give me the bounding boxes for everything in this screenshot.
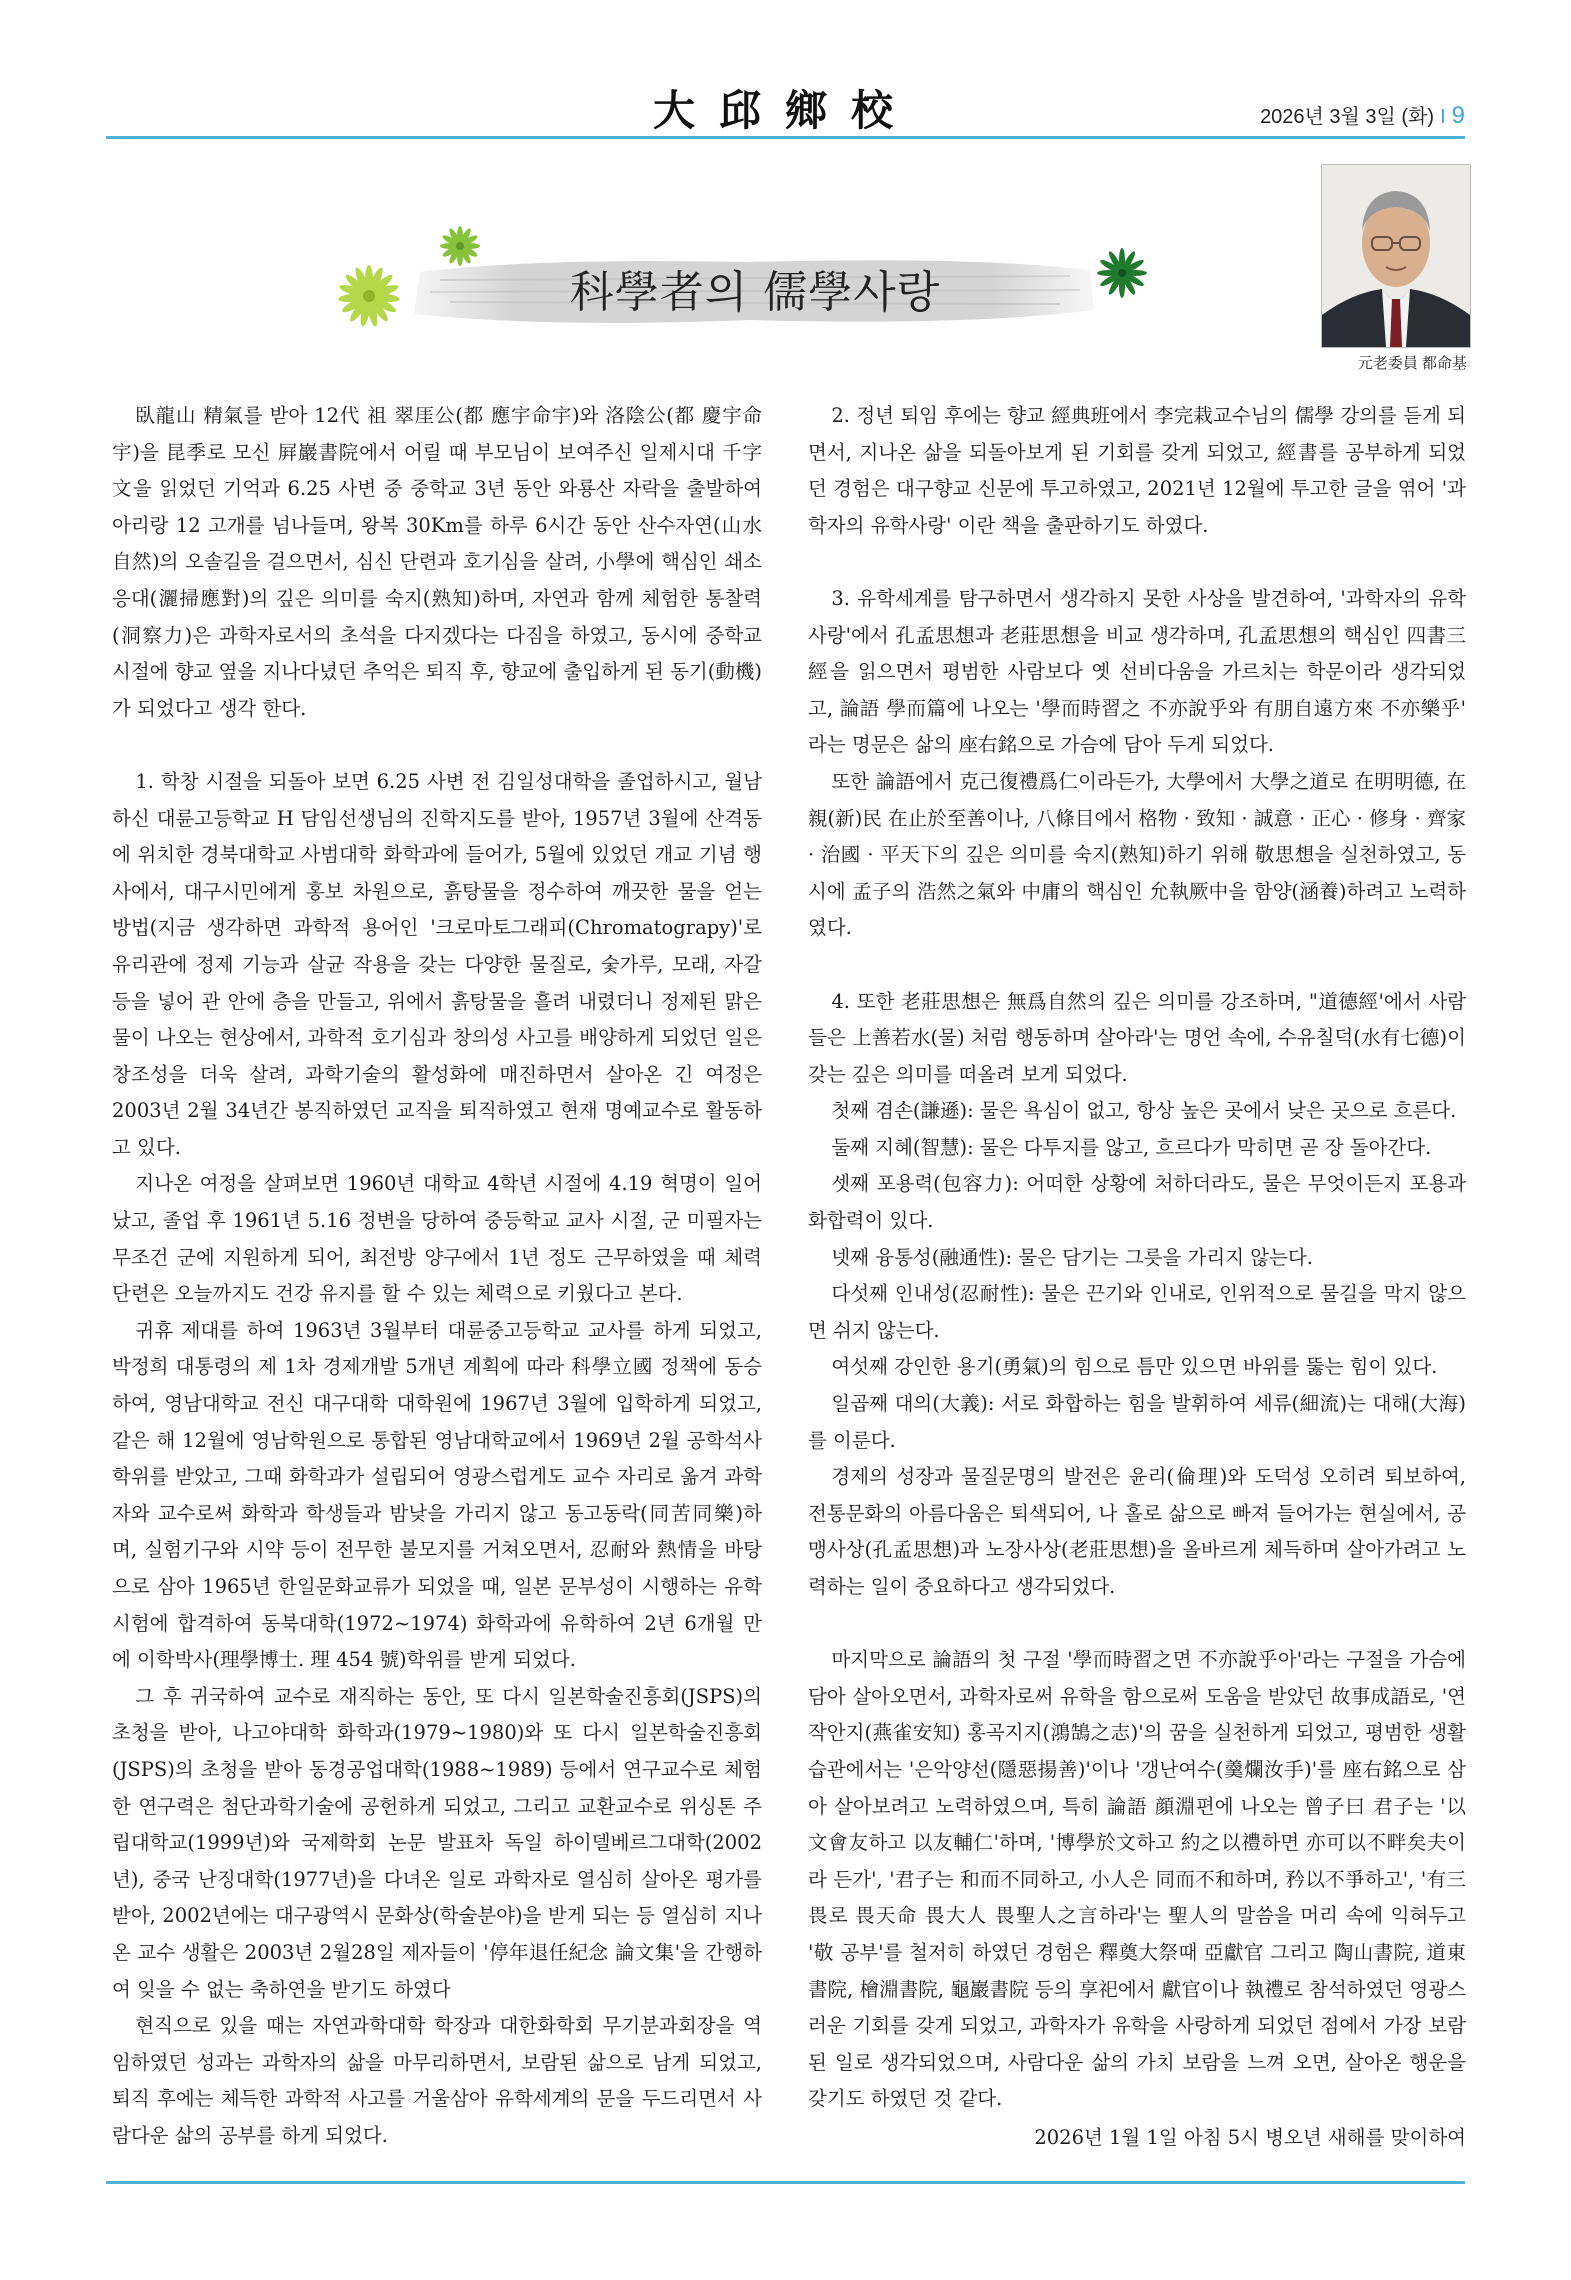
- list-item: 여섯째 강인한 용기(勇氣)의 힘으로 틈만 있으면 바위를 뚫는 힘이 있다.: [831, 1355, 1438, 1379]
- author-photo: [1322, 165, 1470, 347]
- paragraph: 1. 학창 시절을 되돌아 보면 6.25 사변 전 김일성대학을 졸업하시고, 월남하신 대륜고등학교 H 담임선생님의 진학지도를 받아, 1957년 3월에 산격동에 위치한 경북대학교 사범대학 화학과에 들어가, 5월에 있었던 개교 기념 행사에서, 대구시민에게 홍보 차원으로, 흙탕물을 정수하여 깨끗한 물을 얻는 방법(지금 생각하면 과학적 용어인 '크로마토그래피(Chromatograpy)'로 유리관에 정제 기능과 살균 작용을 갖는 다양한 물질로, 숯가루, 모래, 자갈 등을 넣어 관 안에 층을 만들고, 위에서 흙탕물을 흘려 내렸더니 정제된 맑은 물이 나오는 현상에서, 과학적 호기심과 창의성 사고를 배양하게 되었던 일은 창조성을 더욱 살려, 과학기술의 활성화에 매진하면서 살아온 긴 여정은 2003년 2월 34년간 봉직하였던 교직을 퇴직하였고 현재 명예교수로 활동하고 있다.: [112, 769, 762, 1159]
- flower-icon: [335, 262, 403, 330]
- paragraph: 4. 또한 老莊思想은 無爲自然의 깊은 의미를 강조하며, "道德經'에서 사람들은 上善若水(물) 처럼 행동하며 살아라'는 명언 속에, 수유칠덕(水有七德)이 갖는 깊은 의미를 떠올려 보게 되었다.: [808, 989, 1466, 1086]
- paragraph: 귀휴 제대를 하여 1963년 3월부터 대륜중고등학교 교사를 하게 되었고, 박정희 대통령의 제 1차 경제개발 5개년 계획에 따라 科學立國 정책에 동승 하여, 영남대학교 전신 대구대학 대학원에 1967년 3월에 입학하게 되었고, 같은 해 12월에 영남학원으로 통합된 영남대학교에서 1969년 2월 공학석사 학위를 받았고, 그때 화학과가 설립되어 영광스럽게도 교수 자리로 옮겨 과학자와 교수로써 화학과 학생들과 밤낮을 가리지 않고 동고동락(同苦同樂)하며, 실험기구와 시약 등이 전무한 불모지를 거쳐오면서, 忍耐와 熱情을 바탕으로 삼아 1965년 한일문화교류가 되었을 때, 일본 문부성이 시행하는 유학 시험에 합격하여 동북대학(1972~1974) 화학과에 유학하여 2년 6개월 만에 이학박사(理學博士. 理 454 號)학위를 받게 되었다.: [112, 1318, 762, 1672]
- author-portrait: [1321, 164, 1471, 348]
- list-item: 첫째 겸손(謙遜): 물은 욕심이 없고, 항상 높은 곳에서 낮은 곳으로 흐른다.: [831, 1099, 1457, 1123]
- paragraph: 지나온 여정을 살펴보면 1960년 대학교 4학년 시절에 4.19 혁명이 일어났고, 졸업 후 1961년 5.16 정변을 당하여 중등학교 교사 시절, 군 미필자는 무조건 군에 지원하게 되어, 최전방 양구에서 1년 정도 근무하였을 때 체력 단련은 오늘까지도 건강 유지를 할 수 있는 체력으로 키웠다고 본다.: [112, 1172, 762, 1306]
- paragraph-spacer: [808, 1606, 1466, 1643]
- paragraph: 3. 유학세계를 탐구하면서 생각하지 못한 사상을 발견하여, '과학자의 유학사랑'에서 孔孟思想과 老莊思想을 비교 생각하며, 孔孟思想의 핵심인 四書三經을 읽으면서 평범한 사람보다 옛 선비다움을 가르치는 학문이라 생각되었고, 論語 學而篇에 나오는 '學而時習之 不亦說乎와 有朋自遠方來 不亦樂乎' 라는 명문은 삶의 座右銘으로 가슴에 담아 두게 되었다.: [808, 586, 1466, 757]
- issue-date: 2026년 3월 3일 (화): [1260, 106, 1435, 128]
- flower-icon: [1094, 245, 1150, 301]
- list-item: 다섯째 인내성(忍耐性): 물은 끈기와 인내로, 인위적으로 물길을 막지 않으면 쉬지 않는다.: [808, 1282, 1466, 1342]
- paragraph: 그 후 귀국하여 교수로 재직하는 동안, 또 다시 일본학술진흥회(JSPS)의 초청을 받아, 나고야대학 화학과(1979~1980)와 또 다시 일본학술진흥회(JSPS)의 초청을 받아 동경공업대학(1988~1989) 등에서 연구교수로 체험한 연구력은 첨단과학기술에 공헌하게 되었고, 그리고 교환교수로 위싱톤 주립대학교(1999년)와 국제학회 논문 발표차 독일 하이델베르그대학(2002년), 중국 난징대학(1977년)을 다녀온 일로 과학자로 열심히 살아온 평가를 받아, 2002년에는 대구광역시 문화상(학술분야)을 받게 되는 등 열심히 지나온 교수 생활은 2003년 2월28일 제자들이 '停年退任紀念 論文集'을 간행하여 잊을 수 없는 축하연을 받기도 하였다: [112, 1684, 762, 2001]
- top-rule: [106, 136, 1465, 139]
- paragraph: 마지막으로 論語의 첫 구절 '學而時習之면 不亦說乎아'라는 구절을 가슴에 담아 살아오면서, 과학자로써 유학을 함으로써 도움을 받았던 故事成語로, '연작안지(燕雀安知) 홍곡지지(鴻鵠之志)'의 꿈을 실천하게 되었고, 평범한 생활 습관에서는 '은악양선(隱惡揚善)'이나 '갱난여수(羹爛汝手)'를 座右銘으로 삼아 살아보려고 노력하였으며, 특히 論語 顔淵편에 나오는 曾子曰 君子는 '以文會友하고 以友輔仁'하며, '博學於文하고 約之以禮하면 亦可以不畔矣夫이라 든가', '君子는 和而不同하고, 小人은 同而不和하며, 矜以不爭하고', '有三畏로 畏天命 畏大人 畏聖人之言하라'는 聖人의 말씀을 머리 속에 익혀두고 '敬 공부'를 철저히 하였던 경험은 釋奠大祭때 亞獻官 그리고 陶山書院, 道東書院, 檜淵書院, 龜巖書院 등의 享祀에서 獻官이나 執禮로 참석하였던 영광스러운 기회를 갖게 되었고, 과학자가 유학을 사랑하게 되었던 점에서 가장 보람된 일로 생각되었으며, 사람다운 삶의 가치 보람을 느껴 오면, 살아온 행운을 갖기도 하였던 것 같다.: [808, 1648, 1466, 2111]
- list-item: 일곱째 대의(大義): 서로 화합하는 힘을 발휘하여 세류(細流)는 대해(大海)를 이룬다.: [808, 1392, 1466, 1452]
- article-title-band: [410, 232, 1100, 342]
- flower-icon: [438, 224, 482, 268]
- paragraph: 현직으로 있을 때는 자연과학대학 학장과 대한화학회 무기분과회장을 역임하였던 성과는 과학자의 삶을 마무리하면서, 보람된 삶으로 남게 되었고, 퇴직 후에는 체득한 과학적 사고를 거울삼아 유학세계의 문을 두드리면서 사람다운 삶의 공부를 하게 되었다.: [112, 2014, 762, 2147]
- paragraph-spacer: [808, 544, 1466, 581]
- signoff-dateline: 2026년 1월 1일 아침 5시 병오년 새해를 맞이하여: [1034, 2125, 1466, 2149]
- list-item: 셋째 포용력(包容力): 어떠한 상황에 처하더라도, 물은 무엇이든지 포용과 화합력이 있다.: [808, 1172, 1466, 1233]
- issue-info: [1260, 100, 1465, 130]
- article-title: 科學者의 儒學사랑: [569, 267, 941, 318]
- list-item: 넷째 융통성(融通性): 물은 담기는 그릇을 가리지 않는다.: [831, 1245, 1313, 1269]
- page-number: 9: [1451, 102, 1465, 129]
- paragraph: 또한 論語에서 克己復禮爲仁이라든가, 大學에서 大學之道로 在明明德, 在親(新)民 在止於至善이나, 八條目에서 格物 · 致知 · 誠意 · 正心 · 修身 · 齊家 · 治國 · 平天下의 깊은 의미를 숙지(熟知)하기 위해 敬思想을 실천하였고, 동시에 孟子의 浩然之氣와 中庸의 핵심인 允執厥中을 함양(涵養)하려고 노력하였다.: [808, 769, 1466, 940]
- paragraph: 경제의 성장과 물질문명의 발전은 윤리(倫理)와 도덕성 오히려 퇴보하여, 전통문화의 아름다움은 퇴색되어, 나 홀로 삶으로 빠져 들어가는 현실에서, 공맹사상(孔孟思想)과 노장사상(老莊思想)을 올바르게 체득하며 살아가려고 노력하는 일이 중요하다고 생각되었다.: [808, 1465, 1466, 1598]
- article-left-column: [112, 398, 762, 2155]
- bottom-rule: [106, 2181, 1465, 2184]
- list-item: 둘째 지혜(智慧): 물은 다투지를 않고, 흐르다가 막히면 곧 장 돌아간다.: [831, 1135, 1432, 1159]
- paragraph-spacer: [808, 947, 1466, 984]
- issue-separator: I: [1440, 106, 1446, 128]
- paragraph: 臥龍山 精氣를 받아 12代 祖 翠厓公(都 應宇命宇)와 洛陰公(都 慶宇命宇)을 昆季로 모신 屛巖書院에서 어릴 때 부모님이 보여주신 일제시대 千字文을 읽었던 기억과 6.25 사변 중 중학교 3년 동안 와룡산 자락을 출발하여 아리랑 12 고개를 넘나들며, 왕복 30Km를 하루 6시간 동안 산수자연(山水自然)의 오솔길을 걸으면서, 심신 단련과 호기심을 살려, 小學에 핵심인 쇄소응대(灑掃應對)의 깊은 의미를 숙지(熟知)하며, 자연과 함께 체험한 통찰력(洞察力)은 과학자로서의 초석을 다지겠다는 다짐을 하였고, 동시에 중학교 시절에 향교 옆을 지나다녔던 추억은 퇴직 후, 향교에 출입하게 된 동기(動機)가 되었다고 생각 한다.: [112, 404, 762, 720]
- author-byline: 元老委員 都命基: [1357, 355, 1467, 372]
- paragraph: 2. 정년 퇴임 후에는 향교 經典班에서 李完栽교수님의 儒學 강의를 듣게 되면서, 지나온 삶을 되돌아보게 된 기회를 갖게 되었고, 經書를 공부하게 되었던 경험은 대구향교 신문에 투고하였고, 2021년 12월에 투고한 글을 엮어 '과학자의 유학사랑' 이란 책을 출판하기도 하였다.: [808, 404, 1466, 537]
- article-right-column: [808, 398, 1466, 2157]
- masthead: [0, 70, 1571, 140]
- newspaper-title: 大邱鄉校: [652, 86, 917, 135]
- paragraph-spacer: [112, 727, 762, 764]
